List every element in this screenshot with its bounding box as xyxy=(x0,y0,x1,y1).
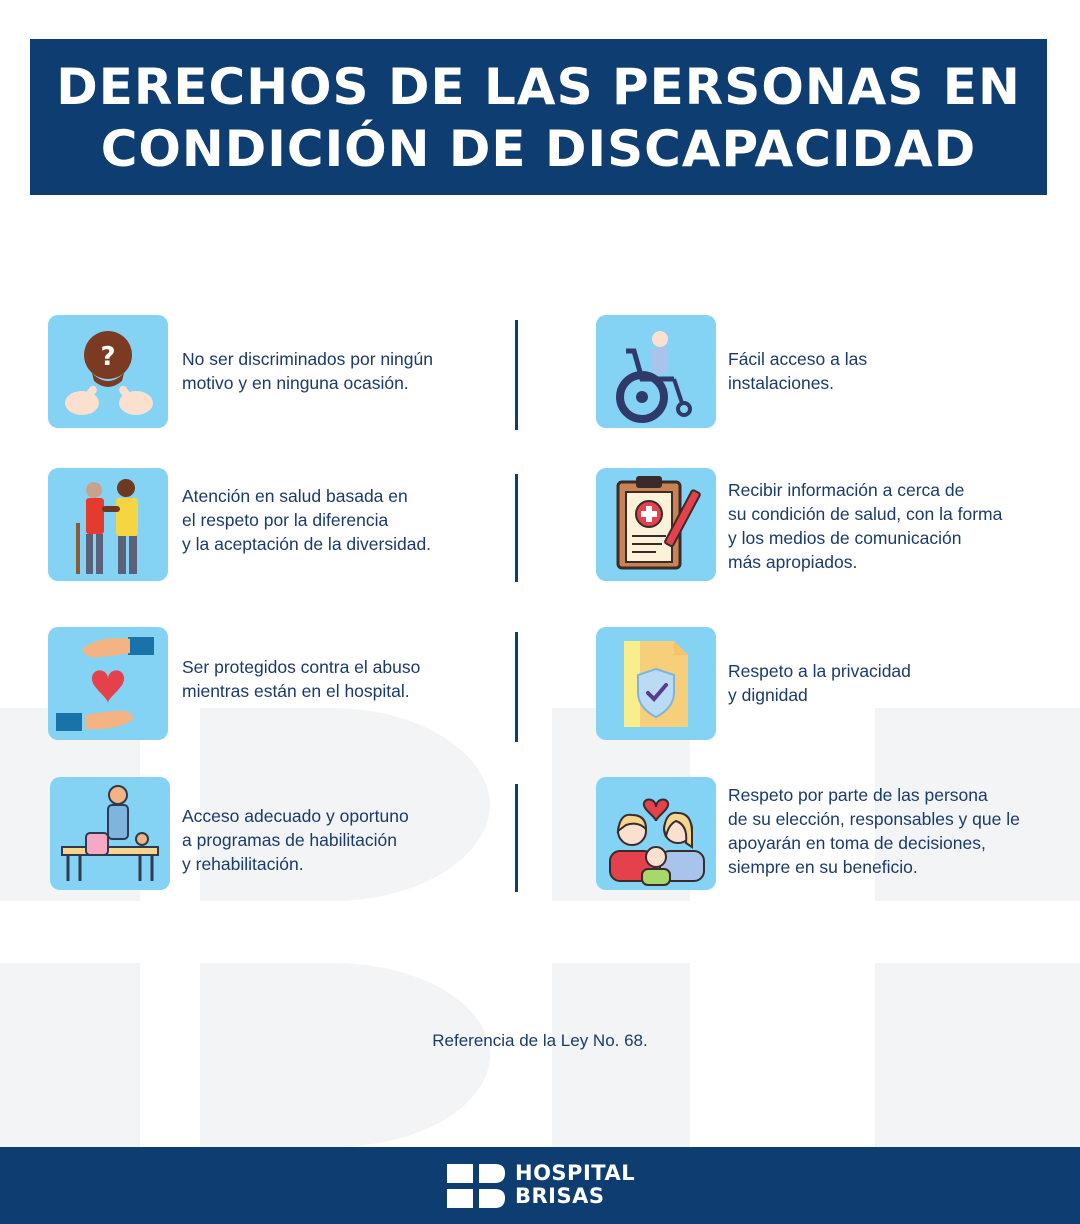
right-text: Fácil acceso a las instalaciones. xyxy=(728,349,868,393)
right-text: Acceso adecuado y oportuno a programas de habilitación y rehabilitación. xyxy=(182,806,409,874)
question-person-icon xyxy=(48,315,168,428)
right-text: Respeto por parte de las persona de su elección, responsables y que le apoyarán en toma de decisiones, siempre en su beneficio. xyxy=(728,785,1020,877)
right-text: Recibir información a cerca de su condición de salud, con la forma y los medios de comunicación más apropiados. xyxy=(728,480,1003,572)
logo-line-2: BRISAS xyxy=(515,1184,605,1208)
physiotherapy-icon xyxy=(50,777,170,890)
divider-4 xyxy=(515,784,518,892)
title-banner xyxy=(30,39,1047,195)
medical-clipboard-icon xyxy=(596,468,716,581)
right-text: Ser protegidos contra el abuso mientras están en el hospital. xyxy=(182,657,421,701)
svg-text:?: ? xyxy=(100,342,116,372)
right-text: Respeto a la privacidad y dignidad xyxy=(728,661,911,705)
hospital-logo-icon xyxy=(447,1164,507,1208)
logo-line-1: HOSPITAL xyxy=(515,1161,636,1185)
right-text: No ser discriminados por ningún motivo y en ninguna ocasión. xyxy=(182,349,433,393)
divider-2 xyxy=(515,474,518,582)
divider-1 xyxy=(515,320,518,430)
page-title-line-2: CONDICIÓN DE DISCAPACIDAD xyxy=(100,120,977,178)
law-reference: Referencia de la Ley No. 68. xyxy=(432,1031,648,1050)
divider-3 xyxy=(515,632,518,742)
wheelchair-icon xyxy=(596,315,716,428)
privacy-shield-icon xyxy=(596,627,716,740)
right-text: Atención en salud basada en el respeto por la diferencia y la aceptación de la diversidad. xyxy=(182,486,432,554)
heart-hands-icon xyxy=(48,627,168,740)
elderly-assistance-icon xyxy=(48,468,168,581)
family-icon xyxy=(596,777,716,890)
footer-bar xyxy=(0,1147,1080,1224)
page-title-line-1: DERECHOS DE LAS PERSONAS EN xyxy=(56,58,1021,116)
hospital-logo-text xyxy=(515,1162,635,1208)
